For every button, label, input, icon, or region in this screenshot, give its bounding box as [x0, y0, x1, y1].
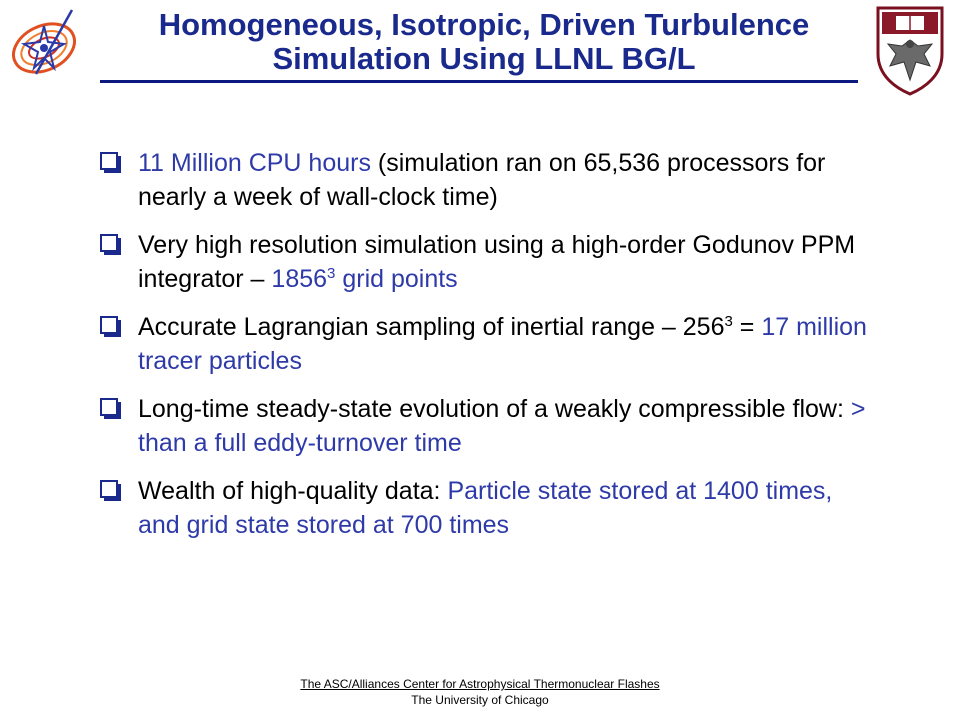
slide-title [96, 8, 872, 76]
bullet-text: 1856 [271, 265, 328, 293]
bullet-item [100, 474, 880, 542]
bullet-text: Wealth of high-quality data: [138, 477, 448, 505]
footer-university: The University of Chicago [411, 693, 549, 707]
superscript: 3 [327, 265, 336, 282]
title-underline [100, 80, 858, 83]
bullet-item [100, 228, 880, 296]
checkbox-square-icon [100, 398, 122, 420]
checkbox-square-icon [100, 234, 122, 256]
footer-organization: The ASC/Alliances Center for Astrophysical Thermonuclear Flashes [300, 677, 660, 691]
bullet-text: Particle state stored at 1400 times, and grid state stored at 700 times [138, 477, 833, 539]
bullet-text: 11 Million CPU hours [138, 149, 371, 177]
bullet-text: Long-time steady-state evolution of a weakly compressible flow: [138, 395, 851, 423]
title-line-2: Simulation Using LLNL BG/L [272, 41, 696, 76]
footer [0, 676, 960, 708]
bullet-text: grid points [335, 265, 458, 293]
bullet-item [100, 146, 880, 214]
checkbox-square-icon [100, 152, 122, 174]
bullet-text: Very high resolution simulation using a high-order Godunov PPM integrator – [138, 231, 856, 293]
bullet-list [100, 146, 880, 556]
bullet-text: (simulation ran on 65,536 processors for nearly a week of wall-clock time) [138, 149, 826, 211]
bullet-item [100, 392, 880, 460]
bullet-text: > than a full eddy-turnover time [138, 395, 866, 457]
superscript: 3 [724, 313, 733, 330]
bullet-text: 17 million tracer particles [138, 313, 867, 375]
bullet-item [100, 310, 880, 378]
bullet-text: Accurate Lagrangian sampling of inertial range – 256 [138, 313, 725, 341]
checkbox-square-icon [100, 480, 122, 502]
university-crest [874, 4, 946, 96]
title-line-1: Homogeneous, Isotropic, Driven Turbulence [158, 7, 810, 42]
checkbox-square-icon [100, 316, 122, 338]
bullet-text: = [732, 313, 762, 341]
flash-center-logo [6, 4, 86, 84]
